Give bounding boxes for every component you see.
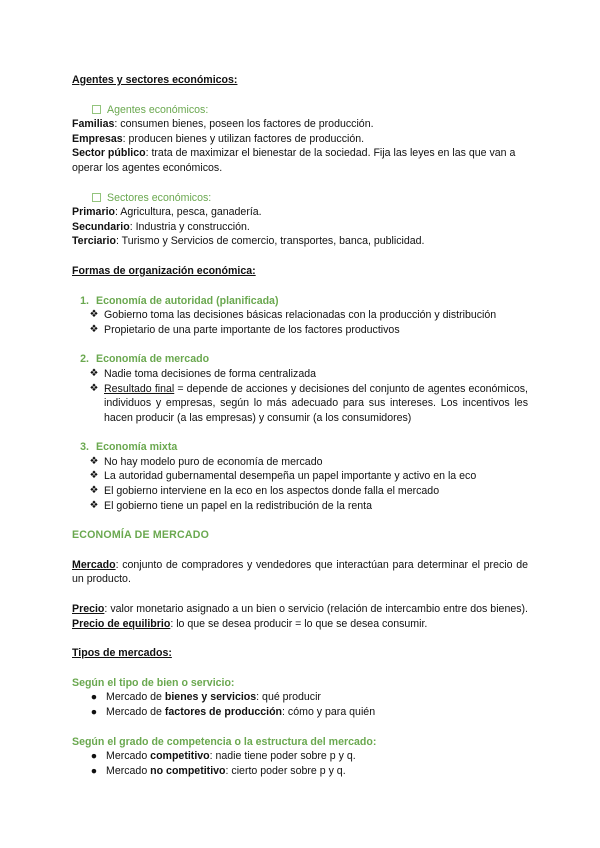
dot-bullet-icon: ●: [90, 750, 98, 763]
tipos-group-1-heading: Según el tipo de bien o servicio:: [72, 676, 235, 689]
section-title-formas: Formas de organización económica:: [72, 264, 256, 277]
diamond-bullet-icon: ❖: [89, 309, 99, 321]
list-item: ● Mercado no competitivo: cierto poder sobre p y q.: [72, 764, 528, 779]
list-item: ❖ Nadie toma decisiones de forma centralizada: [72, 367, 528, 382]
list-item: ❖ No hay modelo puro de economía de mercado: [72, 455, 528, 470]
forma-3-heading: 3. Economía mixta: [80, 441, 178, 454]
agente-familias: Familias: consumen bienes, poseen los factores de producción.: [72, 118, 374, 131]
document-page: [72, 72, 528, 778]
list-item: ❖ Gobierno toma las decisiones básicas relacionadas con la producción y distribución: [72, 308, 528, 323]
agente-empresas: Empresas: producen bienes y utilizan factores de producción.: [72, 132, 365, 145]
diamond-bullet-icon: ❖: [89, 499, 99, 511]
sector-terciario: Terciario: Turismo y Servicios de comercio, transportes, banca, publicidad.: [72, 235, 425, 248]
def-precio: Precio: valor monetario asignado a un bien o servicio (relación de intercambio entre dos bienes). Precio de equilibrio: lo que se desea producir = lo que se desea consumir.: [72, 603, 528, 630]
tipos-group-2-heading: Según el grado de competencia o la estructura del mercado:: [72, 735, 377, 748]
diamond-bullet-icon: ❖: [89, 470, 99, 482]
sector-primario: Primario: Agricultura, pesca, ganadería.: [72, 206, 262, 219]
forma-1-heading: 1. Economía de autoridad (planificada): [80, 294, 279, 307]
checkbox-icon: [92, 193, 101, 202]
diamond-bullet-icon: ❖: [89, 455, 99, 467]
section-title-economia-mercado: ECONOMÍA DE MERCADO: [72, 529, 210, 542]
forma-2-heading: 2. Economía de mercado: [80, 353, 210, 366]
dot-bullet-icon: ●: [90, 691, 98, 704]
diamond-bullet-icon: ❖: [89, 485, 99, 497]
list-item: ❖ Resultado final = depende de acciones y decisiones del conjunto de agentes económicos, individuos y empresas, según lo más adecuado para sus intereses. Los incentivos les hacen producir (a las empresas) y consumir (a los consumidores): [72, 382, 528, 426]
sector-secundario: Secundario: Industria y construcción.: [72, 220, 250, 233]
section-title-agentes-sectores: Agentes y sectores económicos:: [72, 74, 238, 86]
list-item: ❖ El gobierno tiene un papel en la redistribución de la renta: [72, 499, 528, 514]
dot-bullet-icon: ●: [90, 706, 98, 718]
list-item: ● Mercado de factores de producción: cómo y para quién: [72, 705, 528, 720]
sectores-heading: Sectores económicos:: [72, 191, 528, 206]
agente-sector-publico: Sector público: trata de maximizar el bienestar de la sociedad. Fija las leyes en las que van a operar los agentes económicos.: [72, 147, 516, 174]
list-item: ❖ La autoridad gubernamental desempeña un papel importante y activo en la eco: [72, 469, 528, 484]
dot-bullet-icon: ●: [90, 764, 98, 777]
list-item: ❖ El gobierno interviene en la eco en los aspectos donde falla el mercado: [72, 484, 528, 499]
diamond-bullet-icon: ❖: [89, 367, 99, 379]
diamond-bullet-icon: ❖: [89, 323, 99, 335]
list-item: ● Mercado de bienes y servicios: qué producir: [72, 690, 528, 705]
def-mercado: Mercado: conjunto de compradores y vendedores que interactúan para determinar el precio de un producto.: [72, 558, 528, 586]
tipos-mercados-title: Tipos de mercados:: [72, 647, 172, 660]
diamond-bullet-icon: ❖: [89, 382, 99, 394]
list-item: ❖ Propietario de una parte importante de los factores productivos: [72, 323, 528, 338]
checkbox-icon: [92, 105, 101, 114]
agentes-heading: Agentes económicos:: [72, 103, 528, 118]
list-item: ● Mercado competitivo: nadie tiene poder sobre p y q.: [72, 749, 528, 764]
